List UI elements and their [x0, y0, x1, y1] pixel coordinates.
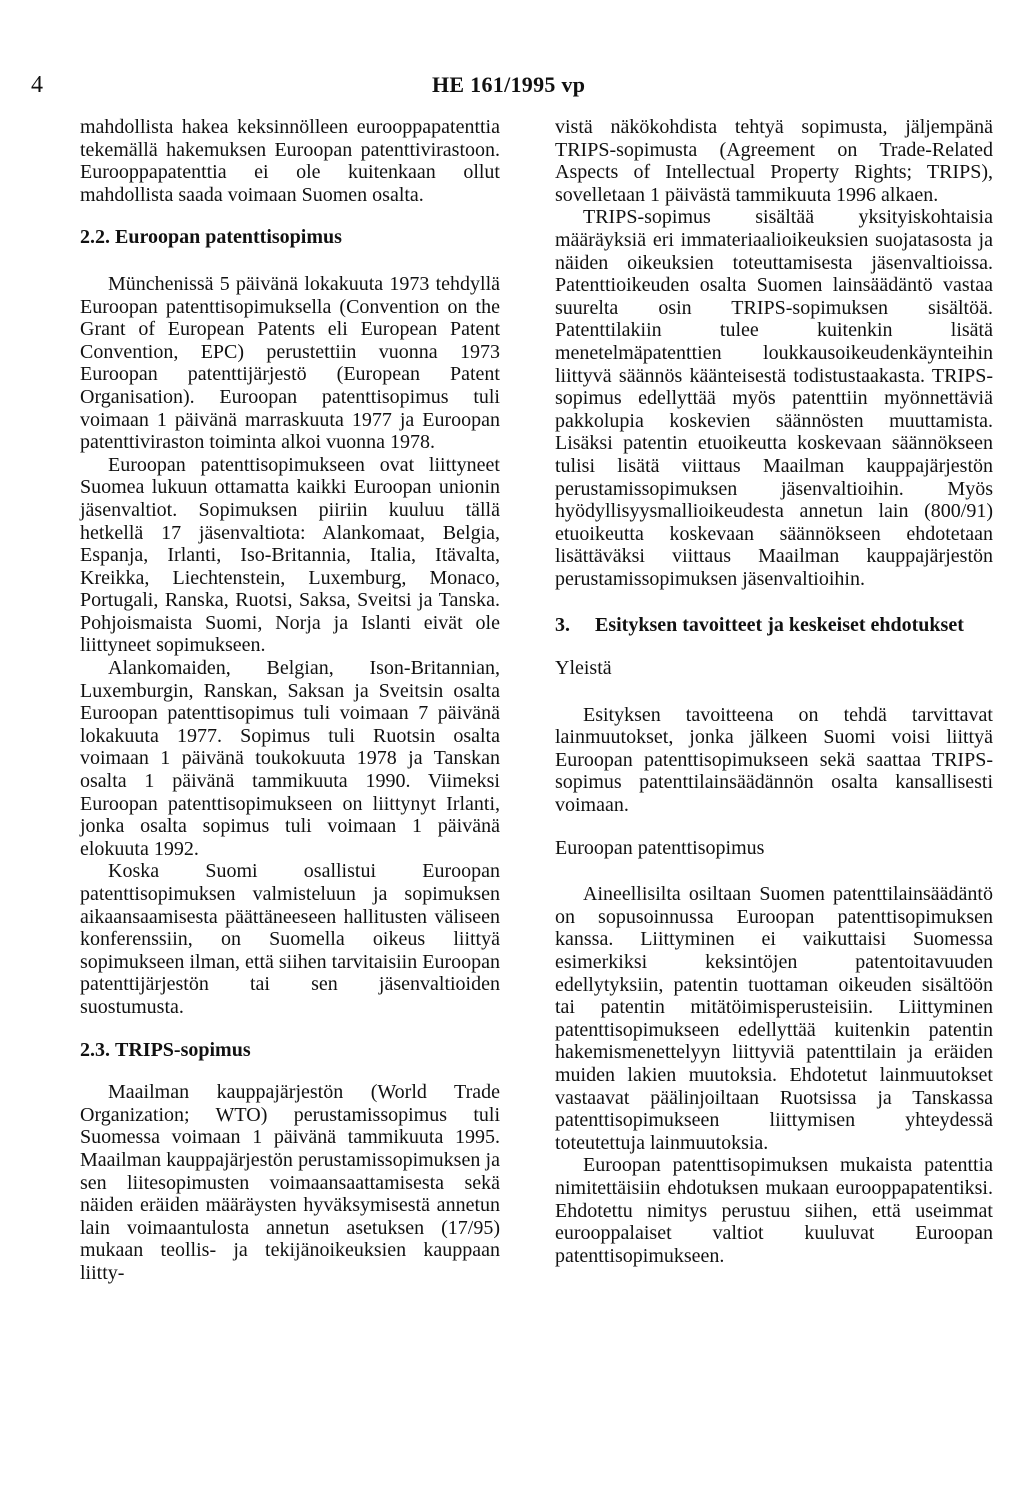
section-number: 3. — [555, 614, 570, 637]
section-3-heading — [555, 614, 993, 637]
page-number: 4 — [31, 72, 43, 98]
section-number: 2.3. — [80, 1038, 110, 1061]
paragraph: Münchenissä 5 päivänä lokakuuta 1973 tehdyllä Euroopan patenttisopimuksella (Convention on the Grant of European Patents eli European Patent Convention, EPC) perustettiin vuonna 1973 Euroopan patenttijärjestö (European Patent Organisation). Euroopan patenttisopimus tuli voimaan 1 päivänä marraskuuta 1977 ja Euroopan patenttiviraston toiminta alkoi vuonna 1978. — [80, 272, 500, 454]
paragraph: Alankomaiden, Belgian, Ison-Britannian, Luxemburgin, Ranskan, Saksan ja Sveitsin osalta Euroopan patenttisopimus tuli voimaan 7 päivänä lokakuuta 1977. Sopimus tuli Ruotsin osalta voimaan 1 päivänä toukokuuta 1978 ja Tanskan osalta 1 päivänä tammikuuta 1990. Viimeksi Euroopan patenttisopimukseen on liittynyt Irlanti, jonka osalta sopimus tuli voimaan 1 päivänä elokuuta 1992. — [80, 657, 500, 860]
paragraph: mahdollista hakea keksinnölleen eurooppapatenttia tekemällä hakemuksen Euroopan patenttivirastoon. Eurooppapatenttia ei ole kuitenkaan ollut mahdollista saada voimaan Suomen osalta. — [80, 116, 500, 206]
section-title: Euroopan patenttisopimus — [115, 226, 342, 249]
running-head: HE 161/1995 vp — [432, 72, 586, 97]
right-column — [555, 116, 993, 1267]
paragraph: Euroopan patenttisopimuksen mukaista patenttia nimitettäisiin ehdotuksen mukaan eurooppapatentiksi. Ehdotettu nimitys perustuu siihen, että useimmat eurooppalaiset valtiot kuuluvat Euroopan patenttisopimukseen. — [555, 1154, 993, 1267]
section-2-3-heading — [80, 1039, 500, 1062]
paragraph: Euroopan patenttisopimukseen ovat liittyneet Suomea lukuun ottamatta kaikki Euroopan unionin jäsenvaltiot. Sopimuksen piiriin kuuluu tällä hetkellä 17 jäsenvaltiota: Alankomaat, Belgia, Espanja, Irlanti, Iso-Britannia, Italia, Itävalta, Kreikka, Liechtenstein, Luxemburg, Monaco, Portugali, Ranska, Ruotsi, Saksa, Sveitsi ja Tanska. Pohjoismaista Suomi, Norja ja Islanti eivät ole liittyneet sopimukseen. — [80, 453, 500, 657]
paragraph: TRIPS-sopimus sisältää yksityiskohtaisia määräyksiä eri immateriaalioikeuksien suojatasosta ja näiden oikeuksien toteuttamisesta jäsenvaltioissa. Patenttioikeuden osalta Suomen lainsäädäntö vastaa suurelta osin TRIPS-sopimuksen sisältöä. Patenttilakiin tulee kuitenkin lisätä menetelmäpatenttien loukkausoikeudenkäynteihin liittyvä säännös käänteisestä todistustaakasta. TRIPS-sopimus edellyttää myös patenttiin myönnettäviä pakkolupia koskevien säännösten muuttamista. Lisäksi patentin etuoikeutta koskevaan säännökseen tulisi lisätä viittaus Maailman kauppajärjestön perustamissopimuksen jäsenvaltioihin. Myös hyödyllisyysmallioikeudesta annetun lain (800/91) etuoikeutta koskevaan säännökseen ehdotetaan lisättäväksi viittaus Maailman kauppajärjestön perustamissopimuksen jäsenvaltioihin. — [555, 206, 993, 590]
paragraph: Aineellisilta osiltaan Suomen patenttilainsäädäntö on sopusoinnussa Euroopan patenttisopimuksen kanssa. Liittyminen ei vaikuttaisi Suomessa esimerkiksi keksintöjen patentoitavuuden edellytyksiin, patentin tuottaman oikeuden sisältöön tai patentin mitätöimisperusteisiin. Liittyminen patenttisopimukseen edellyttää kuitenkin patentin hakemismenettelyyn liittyviä patenttilain ja eräiden muiden lakien muutoksia. Ehdotetut lainmuutokset vastaavat päälinjoiltaan Ruotsissa ja Tanskassa patenttisopimukseen liittymisen yhteydessä toteutettuja lainmuutoksia. — [555, 883, 993, 1154]
section-title: TRIPS-sopimus — [115, 1038, 251, 1061]
left-column — [80, 116, 500, 1285]
paragraph: vistä näkökohdista tehtyä sopimusta, jäljempänä TRIPS-sopimusta (Agreement on Trade-Related Aspects of Intellectual Property Rights; TRIPS), sovelletaan 1 päivästä tammikuuta 1996 alkaen. — [555, 116, 993, 206]
paragraph: Maailman kauppajärjestön (World Trade Organization; WTO) perustamissopimus tuli Suomessa voimaan 1 päivänä tammikuuta 1995. Maailman kauppajärjestön perustamissopimuksen ja sen liitesopimusten voimaansaattamisesta sekä näiden eräiden määräysten hyväksymisestä annetun lain voimaantulosta annetun asetuksen (17/95) mukaan teollis- ja tekijänoikeuksien kauppaan liitty- — [80, 1081, 500, 1284]
section-title: Esityksen tavoitteet ja keskeiset ehdotukset — [595, 614, 964, 637]
section-2-2-intro — [80, 226, 500, 249]
paragraph: Esityksen tavoitteena on tehdä tarvittavat lainmuutokset, jonka jälkeen Suomi voisi liittyä Euroopan patenttisopimukseen sekä saattaa TRIPS-sopimus patenttilainsäädännön osalta kansallisesti voimaan. — [555, 703, 993, 817]
paragraph: Koska Suomi osallistui Euroopan patenttisopimuksen valmisteluun ja sopimuksen aikaansaamisesta päättäneeseen hallitusten väliseen konferenssiin, on Suomella oikeus liittyä sopimukseen ilman, että siihen tarvitaisiin Euroopan patenttijärjestön tai sen jäsenvaltioiden suostumusta. — [80, 860, 500, 1018]
subsection-heading: Euroopan patenttisopimus — [555, 836, 765, 859]
subsection-heading: Yleistä — [555, 657, 612, 680]
section-number: 2.2. — [80, 226, 110, 249]
